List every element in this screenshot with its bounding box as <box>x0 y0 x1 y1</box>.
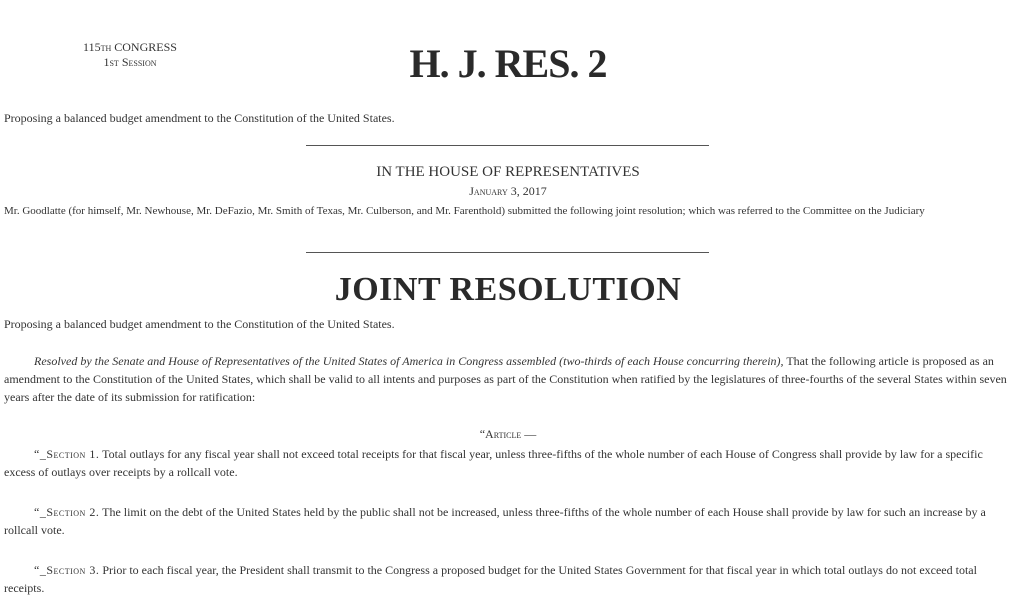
resolution-summary: Proposing a balanced budget amendment to the Constitution of the United States. <box>4 317 395 331</box>
divider-bottom <box>306 252 709 253</box>
session-label: 1st Session <box>103 55 157 69</box>
congress-number: 115th CONGRESS <box>83 40 177 54</box>
bill-number: H. J. RES. 2 <box>409 41 607 86</box>
house-heading: IN THE HOUSE OF REPRESENTATIVES <box>376 164 640 180</box>
resolving-clause-italic: Resolved by the Senate and House of Representatives of the United States of America in Congress assembled (two-thirds of each House concurring therein), <box>34 354 784 368</box>
section-3-label: “_Section 3. <box>34 563 100 577</box>
divider-top <box>306 145 709 146</box>
section-2-text: The limit on the debt of the United States held by the public shall not be increased, unless three-fifths of the whole number of each House shall provide by law for such an increase by a rollcall vote. <box>4 505 986 537</box>
section-2-label: “_Section 2. <box>34 505 100 519</box>
section-2 <box>4 503 1014 539</box>
resolving-clause-text: That the following article is proposed as an amendment to the Constitution of the United States, which shall be valid to all intents and purposes as part of the Constitution when ratified by the legislatures of three-fourths of the several States within seven years after the date of its submission for ratification: <box>4 354 1007 404</box>
section-3-text: Prior to each fiscal year, the President shall transmit to the Congress a proposed budget for the United States Government for that fiscal year in which total outlays do not exceed total receipts. <box>4 563 977 595</box>
bill-summary-top: Proposing a balanced budget amendment to the Constitution of the United States. <box>4 111 395 125</box>
section-1-text: Total outlays for any fiscal year shall not exceed total receipts for that fiscal year, unless three-fifths of the whole number of each House of Congress shall provide by law for a specific excess of outlays over receipts by a rollcall vote. <box>4 447 983 479</box>
joint-resolution-title: JOINT RESOLUTION <box>334 271 682 308</box>
resolving-clause <box>4 352 1014 406</box>
sponsors-statement: Mr. Goodlatte (for himself, Mr. Newhouse, Mr. DeFazio, Mr. Smith of Texas, Mr. Culberson, and Mr. Farenthold) submitted the following joint resolution; which was referred to the Committee on the Judiciary <box>4 205 925 217</box>
section-1 <box>4 445 1014 481</box>
section-1-label: “_Section 1. <box>34 447 100 461</box>
section-3 <box>4 561 1014 597</box>
congress-session-block <box>60 40 200 70</box>
introduction-date: January 3, 2017 <box>469 184 547 198</box>
article-heading: “Article — <box>479 427 537 441</box>
